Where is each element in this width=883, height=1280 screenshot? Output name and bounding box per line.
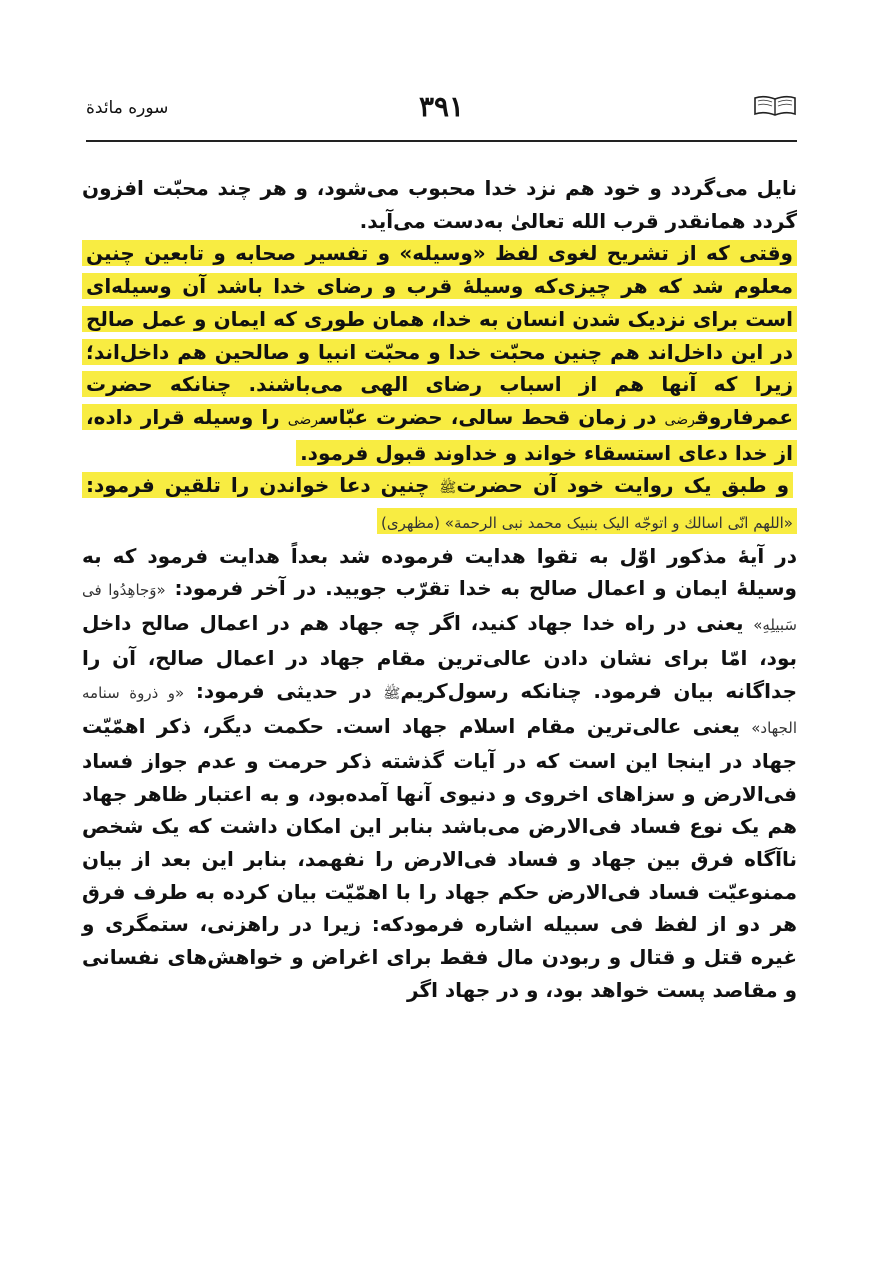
paragraph-2-text-c: را وسیله قرار داده، از خدا دعای استسقاء خواند و خداوند قبول فرمود. bbox=[86, 404, 793, 465]
book-icon bbox=[753, 94, 797, 118]
body-text bbox=[82, 172, 797, 1007]
page-header bbox=[86, 88, 797, 138]
paragraph-4-text-a: در آیهٔ مذکور اوّل به تقوا هدایت فرموده شد بعداً هدایت فرمود که به وسیلهٔ ایمان و اعمال صالح به خدا تقرّب جویید. در آخر فرمود: bbox=[82, 543, 797, 601]
honorific-mark: رضی bbox=[664, 411, 696, 428]
honorific-mark: ﷺ bbox=[383, 685, 401, 702]
paragraph-2-text-b: در زمان قحط سالی، حضرت عبّاس bbox=[319, 404, 665, 429]
page-number: ۳۹۱ bbox=[418, 90, 465, 123]
paragraph-2 bbox=[82, 237, 797, 469]
paragraph-3-text-b: چنین دعا خواندن را تلقین فرمود: bbox=[86, 473, 440, 498]
paragraph-1 bbox=[82, 172, 797, 237]
paragraph-3 bbox=[82, 469, 797, 539]
paragraph-3-text-a: و طبق یک روایت خود آن حضرت bbox=[456, 473, 789, 498]
honorific-mark: ﷺ bbox=[439, 480, 457, 497]
hadith-quote: «و ذروة سنامه الجهاد» bbox=[82, 683, 797, 738]
paragraph-4 bbox=[82, 540, 797, 1007]
quran-quote: «وَجاهِدُوا فی سَبیلِهِ» bbox=[82, 581, 797, 635]
highlight-block-2 bbox=[82, 472, 797, 534]
surah-name: سوره مائدة bbox=[86, 98, 169, 118]
honorific-mark: رضی bbox=[287, 411, 320, 428]
paragraph-1-text: نایل می‌گردد و خود هم نزد خدا محبوب می‌شود، و هر چند محبّت افزون گردد همانقدر قرب الله تعالیٰ به‌دست می‌آید. bbox=[82, 176, 797, 233]
header-divider bbox=[86, 140, 797, 142]
paragraph-4-text-c: در حدیثی فرمود: bbox=[184, 678, 384, 703]
paragraph-2-text-a: وقتی که از تشریح لغوی لفظ «وسیله» و تفسیر صحابه و تابعین چنین معلوم شد که هر چیزی‌که وسیلهٔ قرب و رضای خدا باشد آن وسیله‌ای است برای نزدیک شدن انسان به خدا، همان طوری که ایمان و عمل صالح در این داخل‌اند هم چنین محبّت خدا و محبّت انبیا و صالحین هم داخل‌اند؛ زیرا که آنها هم از اسباب رضای الهی می‌باشند. چنانکه حضرت عمرفاروق bbox=[86, 241, 793, 429]
paragraph-4-text-b: یعنی در راه خدا جهاد کنید، اگر چه جهاد هم در اعمال صالح داخل بود، امّا برای نشان دادن عالی‌ترین مقام جهاد در اعمال صالح، آن را جداگانه بیان فرمود. چنانکه رسول‌کریم bbox=[82, 611, 797, 703]
paragraph-4-text-d: یعنی عالی‌ترین مقام اسلام جهاد است. حکمت دیگر، ذکر اهمّیّت جهاد در اینجا این است که در آیات گذشته ذکر حرمت و عدم جواز فساد فی‌الارض و سزاهای اخروی و دنیوی آنها آمده‌بود، و به اعتبار ظاهر جهاد هم یک نوع فساد فی‌الارض می‌باشد بنابر این امکان داشت که یک شخص ناآگاه فرق بین جهاد و فساد فی‌الارض را نفهمد، بنابر این بعد از بیان ممنوعیّت فساد فی‌الارض حکم جهاد را با اهمّیّت بیان کرده به طرف فرق هر دو از لفظ فی سبیله اشاره فرمودکه: زیرا در راهزنی، ستمگری و غیره قتل و قتال و ربودن مال فقط برای اغراض و خواهش‌های نفسانی و مقاصد پست خواهد بود، و در جهاد اگر bbox=[82, 714, 797, 1002]
highlight-block-1 bbox=[82, 240, 797, 465]
dua-quote: «اللهم انّی اسالك و اتوجّه الیک بنبیک محمد نبی الرحمة» (مظهری) bbox=[381, 514, 793, 533]
